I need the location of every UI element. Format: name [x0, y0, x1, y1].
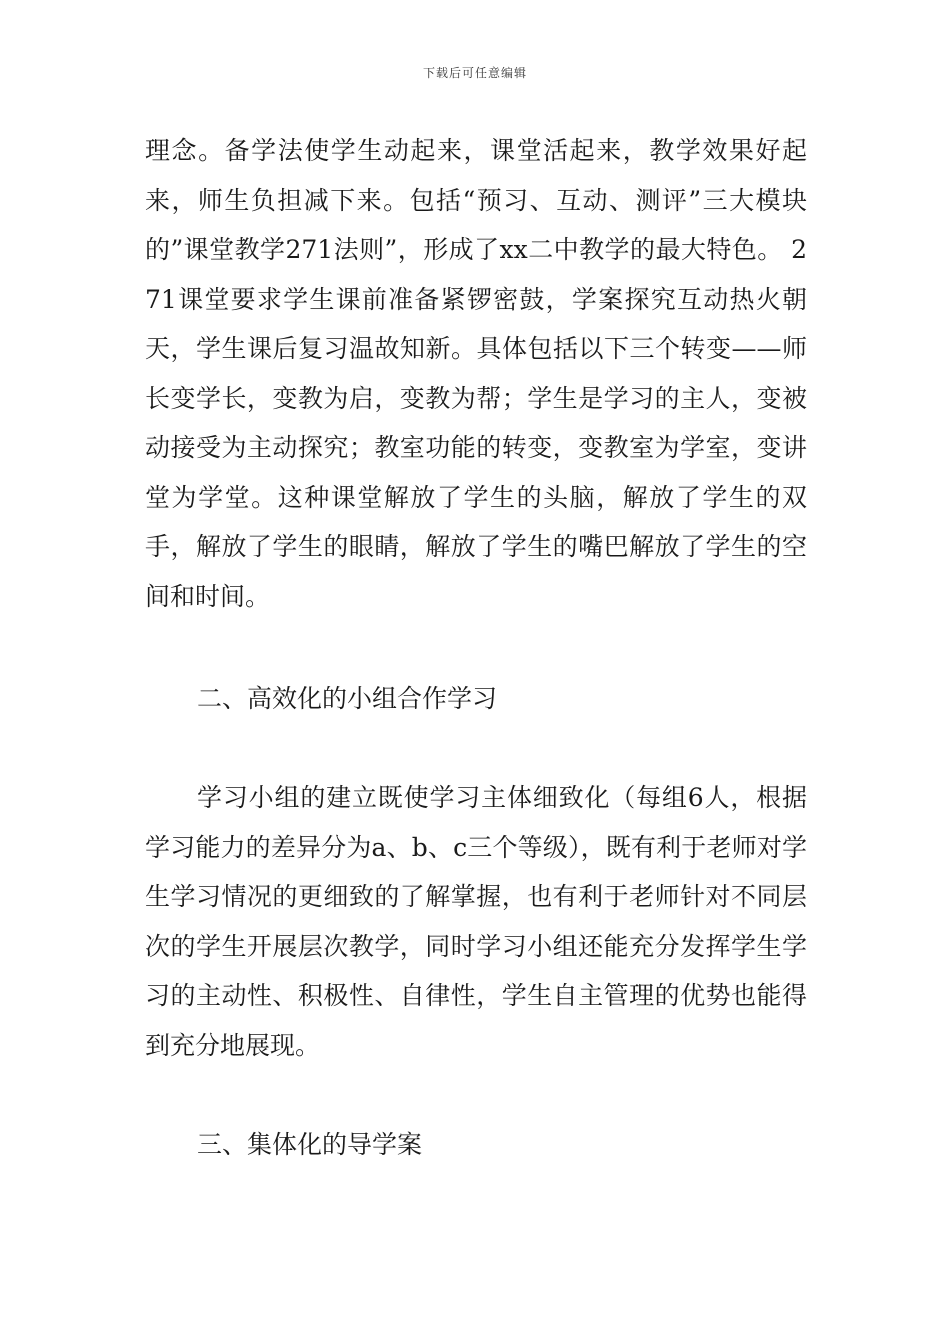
page-header-note: 下载后可任意编辑 — [422, 66, 527, 80]
body-paragraph-1: 理念。备学法使学生动起来，课堂活起来，教学效果好起来，师生负担减下来。包括“预习、互动、测评”三大模块的”课堂教学271法则”，形成了xx二中教学的最大特色。 271课堂要求学生课前准备紧锣密鼓，学案探究互动热火朝天，学生课后复习温故知新。具体包括以下三个转变——师长变学长，变教为启，变教为帮；学生是学习的主人，变被动接受为主动探究；教室功能的转变，变教室为学室，变讲堂为学堂。这种课堂解放了学生的头脑，解放了学生的双手，解放了学生的眼睛，解放了学生的嘴巴解放了学生的空间和时间。 — [145, 136, 807, 611]
body-paragraph-2: 学习小组的建立既使学习主体细致化（每组6人，根据学习能力的差异分为a、b、c三个等级），既有利于老师对学生学习情况的更细致的了解掌握，也有利于老师针对不同层次的学生开展层次教学，同时学习小组还能充分发挥学生学习的主动性、积极性、自律性，学生自主管理的优势也能得到充分地展现。 — [145, 783, 807, 1060]
section-heading-2: 二、高效化的小组合作学习 — [197, 684, 498, 713]
section-heading-3: 三、集体化的导学案 — [197, 1130, 423, 1159]
